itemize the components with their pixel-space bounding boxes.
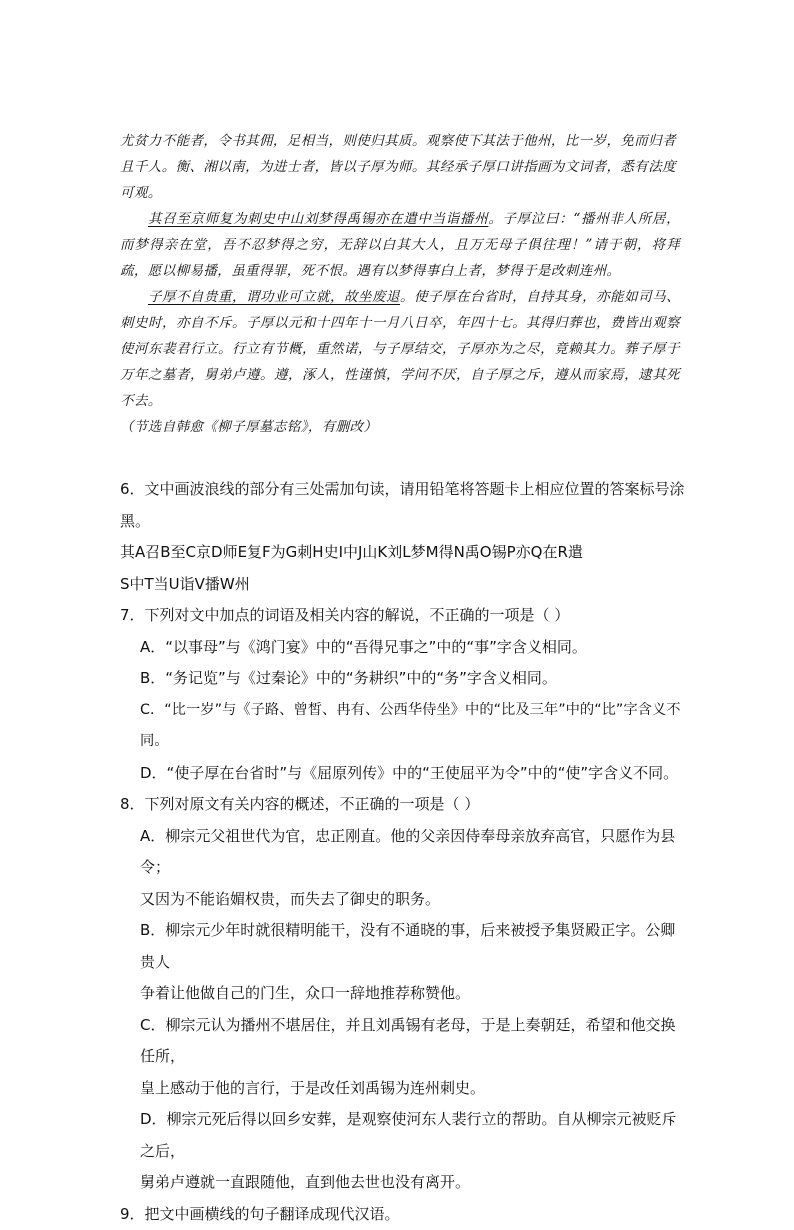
question-8-option-a: A．柳宗元父祖世代为官，忠正刚直。他的父亲因侍奉母亲放弃高官，只愿作为县令；: [120, 821, 690, 884]
passage-line: 且千人。衡、湘以南，为进士者，皆以子厚为师。其经承子厚口讲指画为文词者，悉有法度: [120, 159, 676, 175]
question-7-option-a: A．“以事母”与《鸿门宴》中的“吾得兄事之”中的“事”字含义相同。: [120, 632, 690, 664]
question-9: 9．把文中画横线的句子翻译成现代汉语。: [120, 1199, 690, 1230]
passage-paragraph-2: [120, 206, 680, 284]
question-8-option-b-cont: 争着让他做自己的门生，众口一辞地推荐称赞他。: [120, 978, 690, 1010]
passage-text: 。使子厚在台省时，自持其身，亦能如司马、刺史时，亦自不斥。子厚以元和十四年十一月八日卒，年四十七。其得归葬也，费皆出观察使河东裴君行立。行立有节概，重然诺，与子厚结交，子厚亦为之尽，竟赖其力。葬子厚于万年之墓者，舅弟卢遵。遵，涿人，性谨慎，学问不厌，自子厚之斥，遵从而家焉，逮其死不去。: [120, 289, 680, 409]
passage-line: 可观。: [120, 185, 162, 201]
question-8: 8．下列对原文有关内容的概述，不正确的一项是（ ）: [120, 789, 690, 821]
wavy-underlined-sentence: 其召至京师复为刺史中山刘梦得禹锡亦在遣中当诣播州: [148, 211, 488, 227]
passage-paragraph-3: [120, 284, 680, 414]
passage-text: 。子厚泣曰：“播州非人所居，而梦得亲在堂，吾不忍梦得之穷，无辞以白其大人，且万无母子俱往理！”请于朝，将拜疏，愿以柳易播，虽重得罪，死不恨。遇有以梦得事白上者，梦得于是改刺连州。: [120, 211, 680, 279]
classical-passage: [120, 128, 680, 440]
question-8-option-d: D．柳宗元死后得以回乡安葬，是观察使河东人裴行立的帮助。自从柳宗元被贬斥之后，: [120, 1104, 690, 1167]
questions-section: [120, 474, 690, 1230]
passage-paragraph-1: [120, 128, 680, 206]
passage-line: 尤贫力不能者，令书其佣，足相当，则使归其质。观察使下其法于他州，比一岁，免而归者: [120, 133, 676, 149]
question-7-option-c: C．“比一岁”与《子路、曾皙、冉有、公西华侍坐》中的“比及三年”中的“比”字含义不同。: [120, 695, 690, 758]
underlined-sentence: 子厚不自贵重，谓功业可立就，故坐废退: [148, 289, 400, 305]
question-7-option-b: B．“务记览”与《过秦论》中的“务耕织”中的“务”字含义相同。: [120, 663, 690, 695]
question-6-options: 其A召B至C京D师E复F为G刺H史I中J山K刘L梦M得N禹O锡P亦Q在R遣: [120, 537, 690, 569]
question-8-option-a-cont: 又因为不能谄媚权贵，而失去了御史的职务。: [120, 884, 690, 916]
question-8-option-d-cont: 舅弟卢遵就一直跟随他，直到他去世也没有离开。: [120, 1167, 690, 1199]
question-8-option-c: C．柳宗元认为播州不堪居住，并且刘禹锡有老母，于是上奏朝廷，希望和他交换任所，: [120, 1010, 690, 1073]
question-6-options: S中T当U诣V播W州: [120, 569, 690, 601]
question-7: 7．下列对文中加点的词语及相关内容的解说，不正确的一项是（ ）: [120, 600, 690, 632]
question-6: 6．文中画波浪线的部分有三处需加句读，请用铅笔将答题卡上相应位置的答案标号涂黑。: [120, 474, 690, 537]
question-8-option-b: B．柳宗元少年时就很精明能干，没有不通晓的事，后来被授予集贤殿正字。公卿贵人: [120, 915, 690, 978]
passage-source: （节选自韩愈《柳子厚墓志铭》，有删改）: [120, 414, 680, 440]
question-8-option-c-cont: 皇上感动于他的言行，于是改任刘禹锡为连州刺史。: [120, 1073, 690, 1105]
question-7-option-d: D．“使子厚在台省时”与《屈原列传》中的“王使屈平为令”中的“使”字含义不同。: [120, 758, 690, 790]
